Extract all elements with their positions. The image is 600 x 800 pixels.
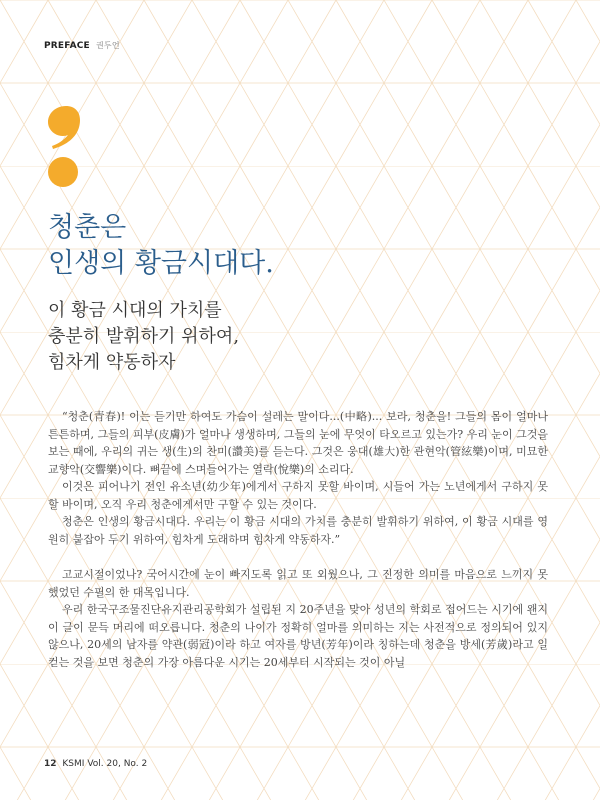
section-header: [44, 40, 120, 51]
quote-paragraph: 이것은 피어나기 전인 유소년(幼少年)에게서 구하지 못할 바이며, 시들어 가는 노년에게서 구하지 못할 바이며, 오직 우리 청춘에게서만 구할 수 있는 것이다.: [48, 480, 548, 511]
journal-volume: Vol. 20, No. 2: [87, 759, 148, 769]
headline-line-1: 청춘은: [48, 212, 127, 243]
subtitle-line-1: 이 황금 시대의 가치를: [48, 300, 222, 321]
body-paragraph: 고교시절이었나? 국어시간에 눈이 빠지도록 읽고 또 외웠으나, 그 진정한 의미를 마음으로 느끼지 못했었던 수필의 한 대목입니다.: [48, 568, 548, 599]
subtitle-line-3: 힘차게 약동하자: [48, 352, 176, 373]
body-paragraph: 우리 한국구조물진단유지관리공학회가 설립된 지 20주년을 맞아 성년의 학회로 접어드는 시기에 왠지 이 글이 문득 머리에 떠오릅니다. 청춘의 나이가 정확히 얼마를 의미하는 지는 사전적으로 정의되어 있지 않으나, 20세의 남자를 약관(弱冠)이라 하고 여자를 방년(芳年)이라 칭하는데 청춘을 방세(芳歲)라고 일컫는 것을 보면 청춘의 가장 아름다운 시기는 20세부터 시작되는 것이 아닐: [48, 603, 548, 669]
orange-comma-icon: [46, 98, 90, 190]
subtitle-line-2: 충분히 발휘하기 위하여,: [48, 326, 240, 347]
body-text: [48, 408, 548, 671]
section-subtitle: 권두언: [95, 41, 120, 50]
quote-paragraph: 청춘은 인생의 황금시대다. 우리는 이 황금 시대의 가치를 충분히 발휘하기 위하여, 이 황금 시대를 영원히 붙잡아 두기 위하여, 힘차게 도래하며 힘차게 약동하자.”: [48, 515, 548, 546]
page-footer: [44, 759, 147, 769]
quote-paragraph: “청춘(青春)! 이는 듣기만 하여도 가슴이 설레는 말이다...(中略)... 보라, 청춘을! 그들의 몸이 얼마나 튼튼하며, 그들의 피부(皮膚)가 얼마나 생생하며, 그들의 눈에 무엇이 타오르고 있는가? 우리 눈이 그것을 보는 때에, 우리의 귀는 생(生)의 찬미(讚美)를 듣는다. 그것은 웅대(雄大)한 관현악(管絃樂)이며, 미묘한 교향악(交響樂)이다. 뼈끝에 스며들어가는 열락(悅樂)의 소리다.: [48, 410, 548, 476]
section-tag: PREFACE: [44, 41, 90, 51]
journal-name: KSMI: [62, 759, 85, 769]
paragraph-gap: [48, 548, 548, 566]
headline-line-2: 인생의 황금시대다.: [48, 248, 274, 279]
headline-block: [48, 210, 274, 376]
headline-subtitle: [48, 298, 274, 376]
page-number: 12: [44, 759, 57, 769]
